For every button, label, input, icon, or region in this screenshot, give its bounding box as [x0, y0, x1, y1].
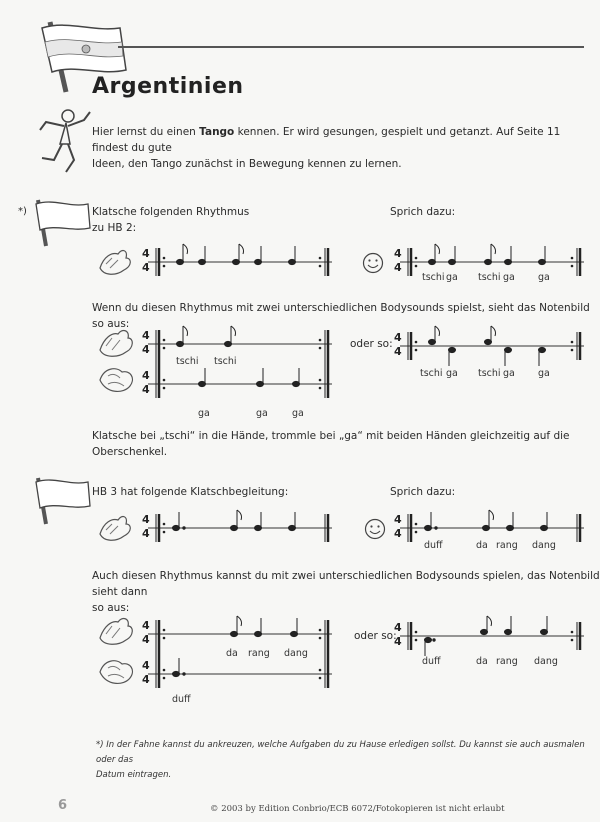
intro-text: Ideen, den Tango zunächst in Bewegung kennen zu lernen.: [92, 158, 402, 170]
bodysound-line: Auch diesen Rhythmus kannst du mit zwei unterschiedlichen Bodysounds spielen, das Notenbild sieht dann: [92, 570, 600, 598]
thigh-pat-icon: [96, 362, 138, 396]
time-sig-top: 4: [394, 331, 402, 344]
time-sig-top: 4: [394, 621, 402, 634]
time-sig-bottom: 4: [142, 673, 150, 686]
time-sig-top: 4: [394, 513, 402, 526]
lyric-syllable: duff: [422, 656, 441, 667]
time-sig-bottom: 4: [142, 383, 150, 396]
time-sig-bottom: 4: [142, 527, 150, 540]
rhythm-staff: [140, 508, 340, 548]
or-label: oder so:: [354, 630, 397, 642]
time-sig-top: 4: [142, 659, 150, 672]
speak-staff: [392, 508, 592, 548]
lyric-syllable: tschi: [478, 272, 501, 283]
lyric-syllable: tschi: [422, 272, 445, 283]
two-part-staff: [140, 326, 340, 406]
dancing-figure-icon: [36, 108, 96, 178]
lyric-syllable: tschi: [214, 356, 237, 367]
intro-paragraph: [92, 124, 592, 172]
time-sig-bottom: 4: [142, 633, 150, 646]
two-part-staff: [140, 616, 340, 696]
time-sig-bottom: 4: [394, 527, 402, 540]
time-sig-bottom: 4: [394, 635, 402, 648]
time-sig-bottom: 4: [142, 261, 150, 274]
clapping-hands-icon: [96, 614, 138, 648]
instruction-line: Klatsche folgenden Rhythmus: [92, 206, 250, 218]
lyric-syllable: dang: [284, 648, 308, 659]
lyric-syllable: ga: [503, 272, 515, 283]
alt-staff: [392, 326, 592, 370]
clapping-hands-icon: [96, 512, 136, 542]
time-sig-top: 4: [142, 369, 150, 382]
time-sig-bottom: 4: [394, 261, 402, 274]
header-rule: [118, 46, 584, 48]
lyric-syllable: ga: [446, 272, 458, 283]
task-flag-icon: [32, 476, 92, 526]
section1-instruction: [92, 204, 249, 236]
lyric-syllable: dang: [532, 540, 556, 551]
footnote-line: In der Fahne kannst du ankreuzen, welche Aufgaben du zu Hause erledigen sollst. Du kannst sie auch ausmalen oder das: [96, 740, 585, 765]
bodysound-text: Wenn du diesen Rhythmus mit zwei unterschiedlichen Bodysounds spielst, sieht das Notenbild so aus:: [92, 302, 590, 330]
lyric-syllable: dang: [534, 656, 558, 667]
smiley-icon: [362, 252, 384, 274]
closing-text: Klatsche bei „tschi“ in die Hände, trommle bei „ga“ mit beiden Händen gleichzeitig auf die Oberschenkel.: [92, 430, 570, 458]
lyric-syllable: tschi: [176, 356, 199, 367]
lyric-syllable: ga: [198, 408, 210, 419]
task-flag-icon: [32, 198, 92, 248]
speak-label: Sprich dazu:: [390, 206, 456, 218]
footnote-marker: *): [96, 740, 104, 750]
time-sig-bottom: 4: [142, 343, 150, 356]
clapping-hands-icon: [96, 326, 138, 360]
or-label: oder so:: [350, 338, 393, 350]
intro-bold-text: Tango: [199, 126, 235, 138]
lyric-syllable: ga: [292, 408, 304, 419]
lyric-syllable: duff: [424, 540, 443, 551]
lyric-syllable: da: [476, 540, 488, 551]
intro-text: Hier lernst du einen: [92, 126, 200, 138]
page-number: 6: [58, 798, 68, 813]
lyric-syllable: ga: [538, 272, 550, 283]
time-sig-top: 4: [142, 329, 150, 342]
thigh-pat-icon: [96, 654, 138, 688]
lyric-syllable: ga: [256, 408, 268, 419]
time-sig-top: 4: [142, 247, 150, 260]
speak-label: Sprich dazu:: [390, 486, 456, 498]
footnote: [96, 738, 592, 783]
bodysound-text-2: [92, 568, 600, 616]
bodysound-line: so aus:: [92, 602, 130, 614]
section2-instruction: HB 3 hat folgende Klatschbegleitung:: [92, 486, 289, 498]
lyric-syllable: rang: [248, 648, 270, 659]
lyric-syllable: da: [226, 648, 238, 659]
lyric-syllable: tschi: [420, 368, 443, 379]
smiley-icon: [364, 518, 386, 540]
lyric-syllable: ga: [538, 368, 550, 379]
time-sig-top: 4: [394, 247, 402, 260]
instruction-line: zu HB 2:: [92, 222, 137, 234]
time-sig-top: 4: [142, 513, 150, 526]
alt-staff: [392, 616, 592, 660]
lyric-syllable: da: [476, 656, 488, 667]
lyric-syllable: ga: [503, 368, 515, 379]
lyric-syllable: ga: [446, 368, 458, 379]
footnote-line: Datum eintragen.: [96, 770, 172, 780]
lyric-syllable: tschi: [478, 368, 501, 379]
time-sig-bottom: 4: [394, 345, 402, 358]
time-sig-top: 4: [142, 619, 150, 632]
lyric-syllable: duff: [172, 694, 191, 705]
lyric-syllable: rang: [496, 540, 518, 551]
lyric-syllable: rang: [496, 656, 518, 667]
copyright-notice: © 2003 by Edition Conbrio/ECB 6072/Fotokopieren ist nicht erlaubt: [210, 804, 505, 814]
page-title: Argentinien: [92, 74, 244, 99]
asterisk-marker: *): [18, 206, 27, 217]
rhythm-staff: [140, 242, 340, 282]
clapping-hands-icon: [96, 246, 136, 276]
intro-text: kennen. Er wird gesungen, gespielt und getanzt. Auf Seite 11 findest du gute: [92, 126, 561, 154]
